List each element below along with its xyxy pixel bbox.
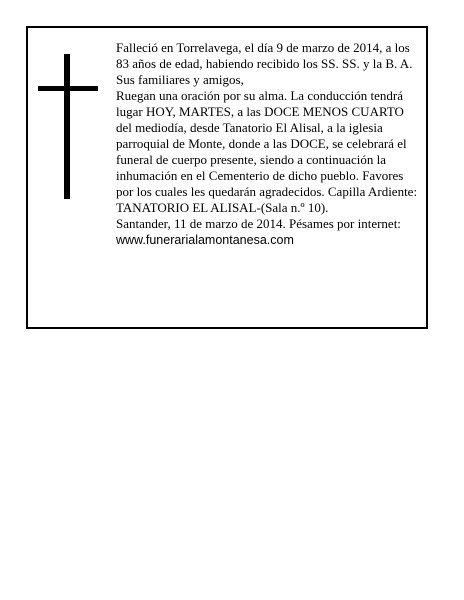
obituary-notice bbox=[26, 26, 428, 329]
family-line: Sus familiares y amigos, bbox=[116, 72, 244, 87]
funeral-details: Ruegan una oración por su alma. La conducción tendrá lugar HOY, MARTES, a las DOCE MENOS CUARTO del mediodía, desde Tanatorio El Alisal, a la iglesia parroquial de Monte, donde a las DOCE, se celebrará el funeral de cuerpo presente, siendo a continuación la inhumación en el Cementerio de dicho pueblo. Favores por los cuales les quedarán agradecidos. Capilla Ardiente: TANATORIO EL ALISAL-(Sala n.º 10). bbox=[116, 88, 418, 215]
cross-icon bbox=[38, 54, 98, 199]
death-announcement: Falleció en Torrelavega, el día 9 de marzo de 2014, a los 83 años de edad, habiendo recibido los SS. SS. y la B. A. bbox=[116, 40, 413, 71]
cross-vertical-bar bbox=[64, 54, 70, 199]
cross-horizontal-bar bbox=[38, 86, 98, 91]
website-link[interactable]: www.funerarialamontanesa.com bbox=[116, 233, 294, 247]
closing-line: Santander, 11 de marzo de 2014. Pésames por internet: bbox=[116, 216, 401, 231]
notice-text bbox=[116, 40, 422, 248]
